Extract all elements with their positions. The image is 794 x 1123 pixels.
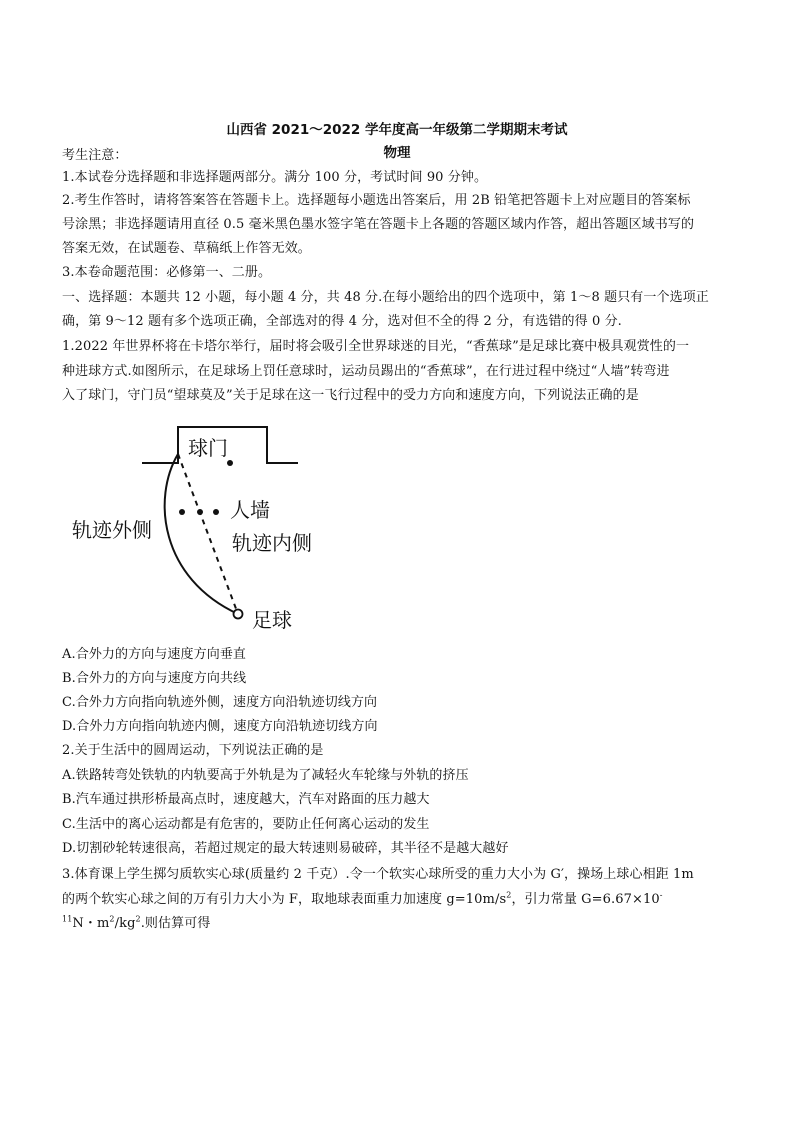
q1-option-c: C.合外力方向指向轨迹外侧，速度方向沿轨迹切线方向 bbox=[62, 695, 378, 710]
notice-item-1: 1.本试卷分选择题和非选择题两部分。满分 100 分，考试时间 90 分钟。 bbox=[62, 170, 488, 185]
q3-sup-s2: 2 bbox=[506, 890, 512, 900]
section-1-line-2: 确，第 9～12 题有多个选项正确，全部选对的得 4 分，选对但不全的得 2 分，有选错的得 0 分. bbox=[62, 314, 622, 329]
q1-stem-line-2: 种进球方式.如图所示，在足球场上罚任意球时，运动员踢出的“香蕉球”，在行进过程中绕过“人墙”转弯进 bbox=[62, 364, 670, 379]
q3-stem-line-2 bbox=[62, 891, 738, 908]
wall-label: 人墙 bbox=[230, 498, 270, 522]
q1-option-a: A.合外力的方向与速度方向垂直 bbox=[62, 647, 247, 662]
q2-option-a: A.铁路转弯处铁轨的内轨要高于外轨是为了减轻火车轮缘与外轨的挤压 bbox=[62, 768, 469, 783]
q3-line-2-text: 的两个软实心球之间的万有引力大小为 F，取地球表面重力加速度 g=10m/s bbox=[62, 892, 507, 907]
ball-marker bbox=[234, 610, 243, 619]
q2-option-d: D.切割砂轮转速很高，若超过规定的最大转速则易破碎，其半径不是越大越好 bbox=[62, 841, 509, 856]
q3-stem-line-1: 3.体育课上学生掷匀质软实心球(质量约 2 千克）.令一个软实心球所受的重力大小为 G′，操场上球心相距 1m bbox=[62, 867, 694, 882]
q1-option-b: B.合外力的方向与速度方向共线 bbox=[62, 671, 247, 686]
ball-trajectory bbox=[165, 454, 238, 614]
notice-item-2-line-2: 号涂黑；非选择题请用直径 0.5 毫米黑色墨水签字笔在答题卡上各题的答题区域内作答，超出答题区域书写的 bbox=[62, 217, 695, 232]
q2-stem: 2.关于生活中的圆周运动，下列说法正确的是 bbox=[62, 743, 324, 758]
wall-dot-3 bbox=[213, 509, 219, 515]
q3-line-3-unit-kg: /kg bbox=[114, 916, 136, 931]
q3-line-3-unit-n: N・m bbox=[72, 916, 110, 931]
ball-label: 足球 bbox=[252, 608, 292, 632]
exam-subject: 物理 bbox=[383, 145, 411, 161]
notice-item-3: 3.本卷命题范围：必修第一、二册。 bbox=[62, 265, 272, 280]
q3-line-3-tail: .则估算可得 bbox=[140, 916, 211, 931]
banana-kick-figure bbox=[60, 418, 360, 638]
q3-line-2-text-b: ，引力常量 G=6.67×10 bbox=[511, 892, 660, 907]
q3-sup-kg2: 2 bbox=[135, 914, 141, 924]
notice-item-2-line-3: 答案无效，在试题卷、草稿纸上作答无效。 bbox=[62, 241, 311, 256]
q1-stem-line-3: 入了球门，守门员“望球莫及”关于足球在这一飞行过程中的受力方向和速度方向，下列说法正确的是 bbox=[62, 388, 639, 403]
inner-side-label: 轨迹内侧 bbox=[232, 531, 312, 555]
q3-sup-m2: 2 bbox=[109, 914, 115, 924]
outer-side-label: 轨迹外侧 bbox=[72, 518, 152, 542]
q1-stem-line-1: 1.2022 年世界杯将在卡塔尔举行，届时将会吸引全世界球迷的目光，“香蕉球”是足球比赛中极具观赏性的一 bbox=[62, 339, 690, 354]
section-1-line-1: 一、选择题：本题共 12 小题，每小题 4 分，共 48 分.在每小题给出的四个选项中，第 1～8 题只有一个选项正 bbox=[62, 290, 709, 305]
wall-dot-2 bbox=[197, 509, 203, 515]
q2-option-b: B.汽车通过拱形桥最高点时，速度越大，汽车对路面的压力越大 bbox=[62, 792, 430, 807]
notice-heading: 考生注意： bbox=[62, 148, 128, 163]
q1-option-d: D.合外力方向指向轨迹内侧，速度方向沿轨迹切线方向 bbox=[62, 719, 378, 734]
q3-sup-11: 11 bbox=[62, 914, 73, 924]
straight-dashed-line bbox=[178, 454, 238, 614]
wall-dot-1 bbox=[179, 509, 185, 515]
q2-option-c: C.生活中的离心运动都是有危害的，要防止任何离心运动的发生 bbox=[62, 817, 430, 832]
exam-title: 山西省 2021～2022 学年度高一年级第二学期期末考试 bbox=[226, 122, 568, 138]
q3-sup-minus: - bbox=[659, 890, 663, 900]
q3-stem-line-3 bbox=[62, 915, 738, 932]
goal-label: 球门 bbox=[188, 436, 228, 460]
notice-item-2-line-1: 2.考生作答时，请将答案答在答题卡上。选择题每小题选出答案后，用 2B 铅笔把答题卡上对应题目的答案标 bbox=[62, 193, 691, 208]
